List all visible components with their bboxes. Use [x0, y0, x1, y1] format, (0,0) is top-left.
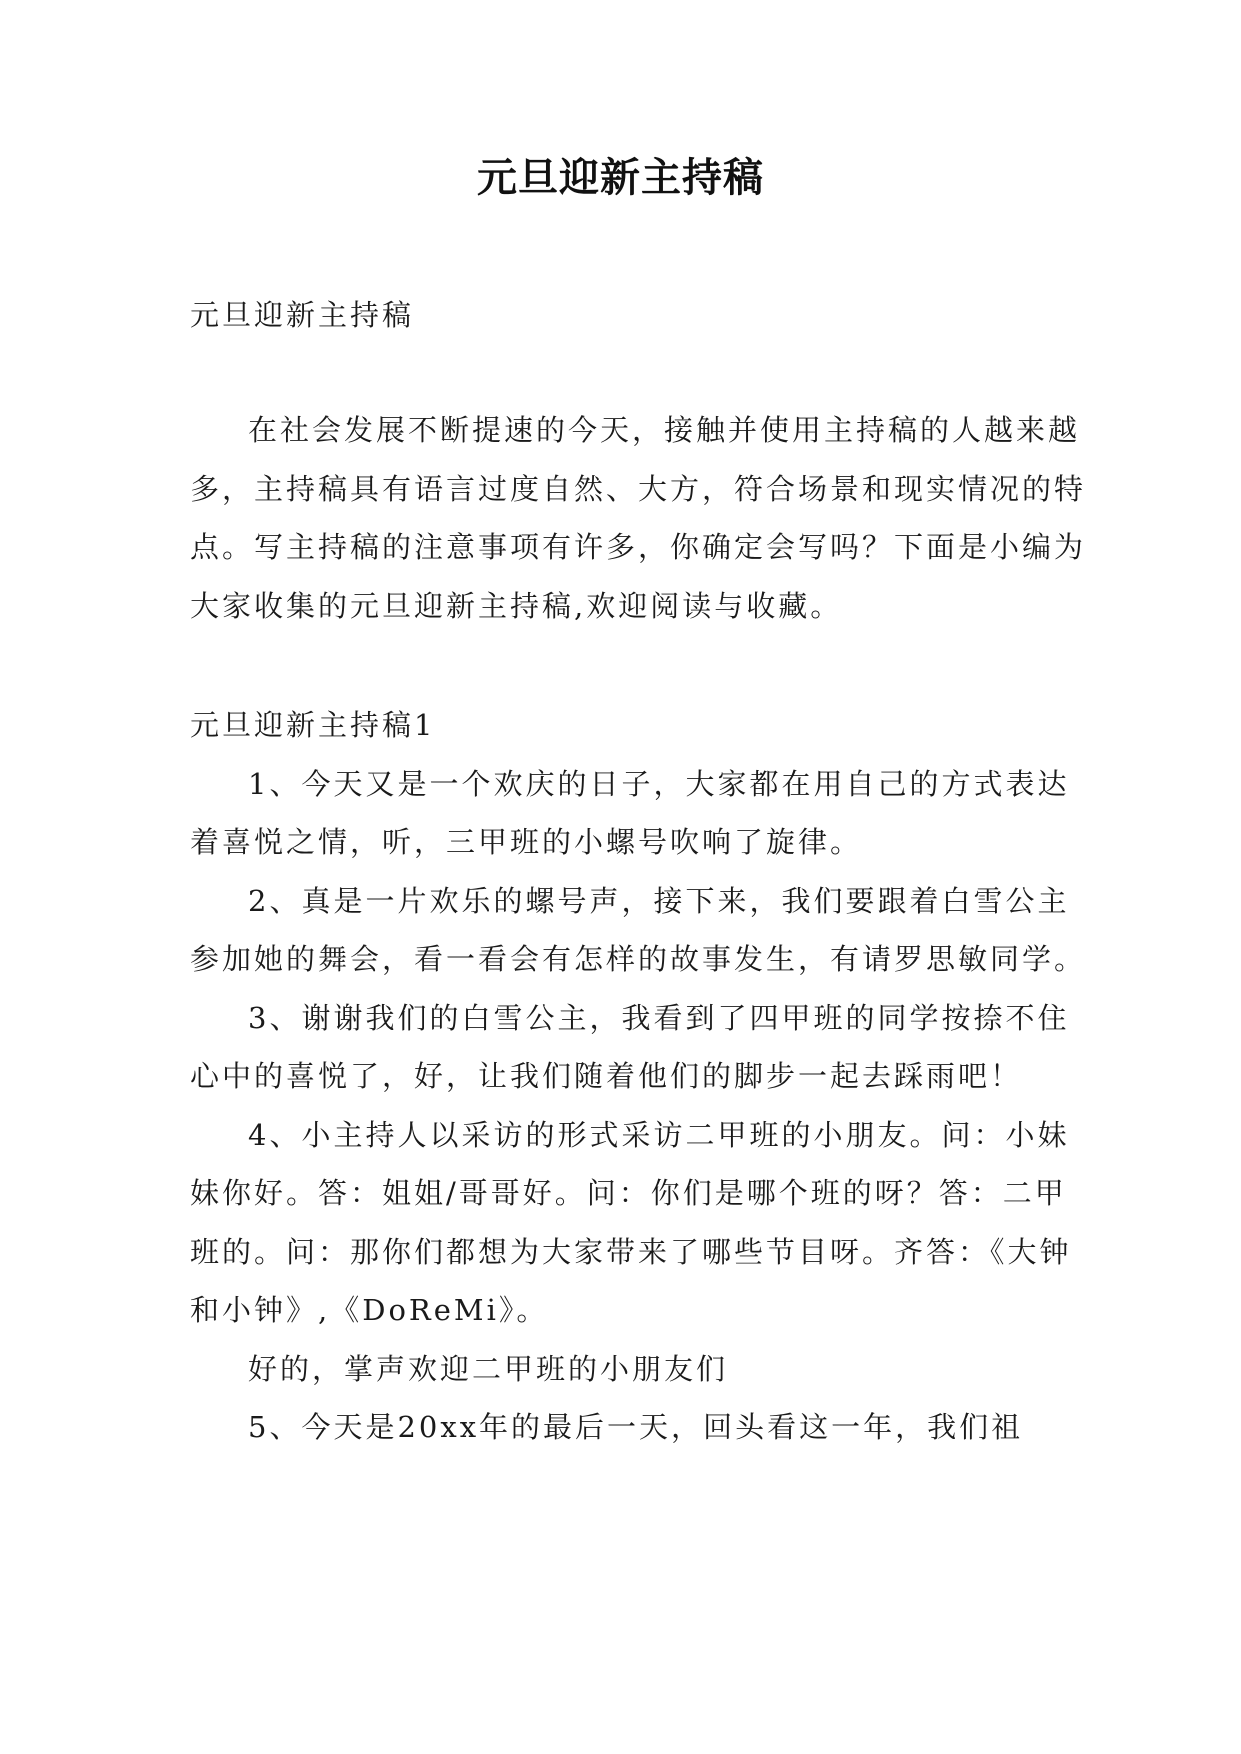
section-paragraph: 5、今天是20xx年的最后一天，回头看这一年，我们祖	[248, 1410, 1024, 1444]
document-subtitle: 元旦迎新主持稿	[190, 298, 415, 332]
intro-block	[190, 401, 1090, 635]
section-heading: 元旦迎新主持稿1	[190, 708, 436, 742]
section-paragraph: 4、小主持人以采访的形式采访二甲班的小朋友。问：小妹妹你好。答：姐姐/哥哥好。问：你们是哪个班的呀？答：二甲班的。问：那你们都想为大家带来了哪些节目呀。齐答：《大钟和小钟》,《DoReMi》。	[190, 1117, 1072, 1327]
subtitle-block	[190, 286, 1090, 345]
section-paragraph: 好的，掌声欢迎二甲班的小朋友们	[248, 1351, 729, 1386]
section-paragraph: 3、谢谢我们的白雪公主，我看到了四甲班的同学按捺不住心中的喜悦了，好，让我们随着他们的脚步一起去踩雨吧！	[190, 1000, 1070, 1093]
section-paragraph: 2、真是一片欢乐的螺号声，接下来，我们要跟着白雪公主参加她的舞会，看一看会有怎样的故事发生，有请罗思敏同学。	[190, 883, 1087, 976]
intro-paragraph: 在社会发展不断提速的今天，接触并使用主持稿的人越来越多，主持稿具有语言过度自然、大方，符合场景和现实情况的特点。写主持稿的注意事项有许多，你确定会写吗？下面是小编为大家收集的元旦迎新主持稿,欢迎阅读与收藏。	[190, 413, 1087, 623]
section-paragraph: 1、今天又是一个欢庆的日子，大家都在用自己的方式表达着喜悦之情，听，三甲班的小螺号吹响了旋律。	[190, 766, 1070, 859]
document-title: 元旦迎新主持稿	[477, 155, 764, 201]
section-1	[190, 696, 1090, 1457]
